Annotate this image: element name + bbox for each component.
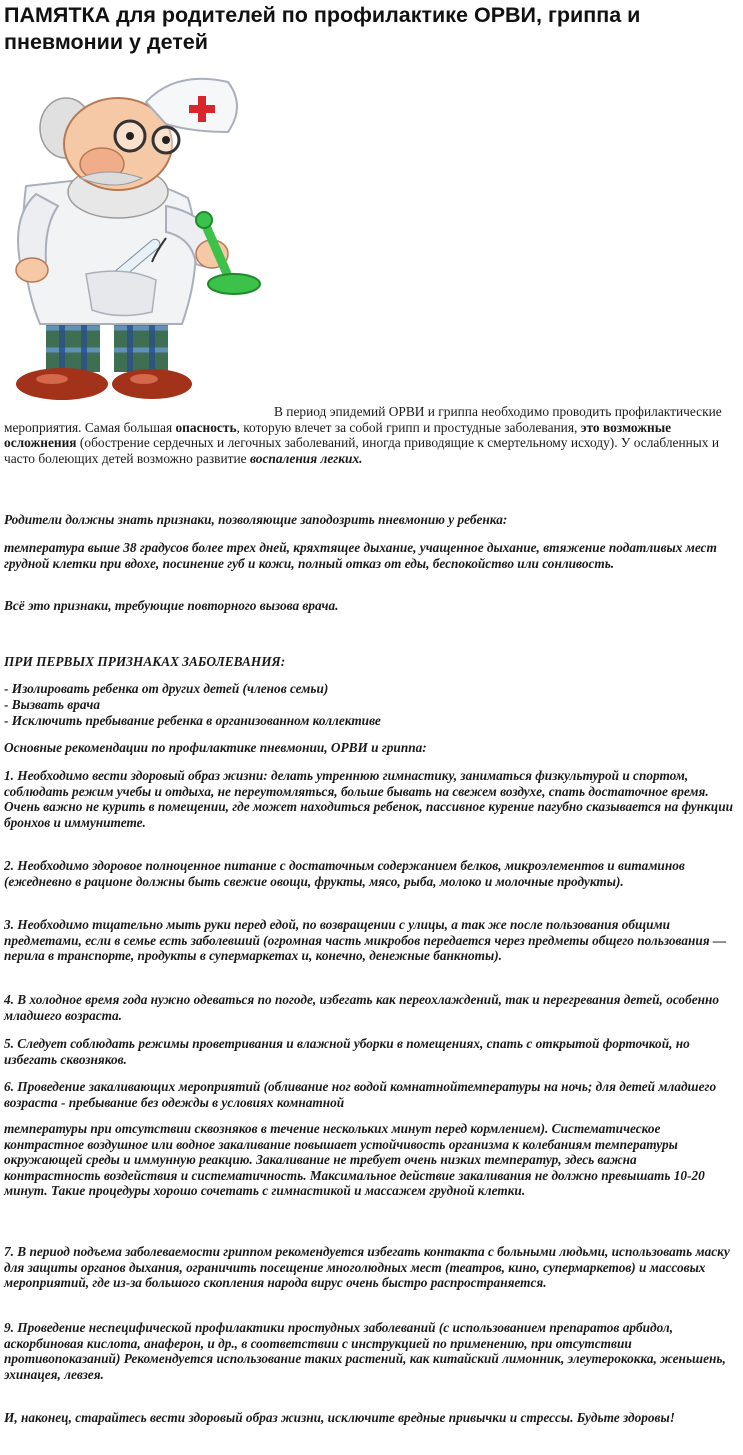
signs-heading: Родители должны знать признаки, позволяющие заподозрить пневмонию у ребенка: — [4, 512, 508, 527]
recommendation-3: 3. Необходимо тщательно мыть руки перед едой, по возвращении с улицы, а так же после пользования общими предметами, если в семье есть заболевший (огромная часть микробов передается через предметы общего пользования — перила в транспорте, продукты в супермаркетах и, конечно, денежные банкноты). — [4, 917, 727, 964]
signs-list: температура выше 38 градусов более трех дней, кряхтящее дыхание, учащенное дыхание, втяжение податливых мест грудной клетки при вдохе, посинение губ и кожи, полный отказ от еды, беспокойство или сонливость. — [4, 540, 717, 571]
recommendation-6-continued: температуры при отсутствии сквозняков в течение нескольких минут перед кормлением). Систематическое контрастное воздушное или водное закаливание повышает устойчивость организма к колебаниям температуры окружающей среды и иммунную реакцию. Закаливание не требует очень низких температур, здесь важна контрастность воздействия и систематичность. Максимальное действие закаливания не должно превышать 10-20 минут. Такие процедуры хорошо сочетать с гимнастикой и массажем грудной клетки. — [4, 1121, 705, 1199]
recommendation-1: 1. Необходимо вести здоровый образ жизни: делать утреннюю гимнастику, заниматься физкультурой и спортом, соблюдать режим учебы и отдыха, не переутомляться, больше бывать на свежем воздухе, спать достаточное время. Очень важно не курить в помещении, где может находиться ребенок, пассивное курение пагубно сказывается на функции бронхов и иммунитете. — [4, 768, 733, 830]
recommendation-4: 4. В холодное время года нужно одеваться по погоде, избегать как переохлаждений, так и перегревания детей, особенно младшего возраста. — [4, 992, 720, 1023]
recommendation-6: 6. Проведение закаливающих мероприятий (обливание ног водой комнатнойтемпературы на ночь; для детей младшего возраста - пребывание без одежды в условиях комнатной — [4, 1079, 717, 1110]
list-item: - Вызвать врача — [4, 697, 100, 712]
recommendations-heading: Основные рекомендации по профилактике пневмонии, ОРВИ и гриппа: — [4, 740, 427, 755]
recommendation-5: 5. Следует соблюдать режимы проветривания и влажной уборки в помещениях, спать с открытой форточкой, но избегать сквозняков. — [4, 1036, 690, 1067]
shoes — [16, 368, 192, 400]
intro-paragraph: В период эпидемий ОРВИ и гриппа необходимо проводить профилактические мероприятия. Самая большая опасность, которую влечет за собой грипп и простудные заболевания, это возможные осложнения (обострение сердечных и легочных заболеваний, иногда приводящие к смертельному исходу). У ослабленных и часто болеющих детей возможно развитие воспаления легких. — [4, 404, 722, 466]
list-item: - Исключить пребывание ребенка в организованном коллективе — [4, 713, 381, 728]
page-title: ПАМЯТКА для родителей по профилактике ОРВИ, гриппа и пневмонии у детей — [4, 3, 641, 54]
doctor-illustration — [6, 66, 274, 404]
closing-text: И, наконец, старайтесь вести здоровый образ жизни, исключите вредные привычки и стрессы. Будьте здоровы! — [4, 1410, 675, 1425]
recommendation-9: 9. Проведение неспецифической профилактики простудных заболеваний (с использованием препаратов арбидол, аскорбиновая кислота, анаферон, и др., в соответствии с инструкцией по применению, при отсутствии противопоказаний) Рекомендуется использование таких растений, как китайский лимонник, элеутерококка, женьшень, эхинацея, левзея. — [4, 1320, 726, 1382]
recommendation-2: 2. Необходимо здоровое полноценное питание с достаточным содержанием белков, микроэлементов и витаминов (ежедневно в рационе должны быть свежие овощи, фрукты, мясо, рыба, молоко и молочные продукты). — [4, 858, 685, 889]
list-item: - Изолировать ребенка от других детей (членов семьи) — [4, 681, 329, 696]
signs-note: Всё это признаки, требующие повторного вызова врача. — [4, 598, 339, 613]
recommendation-7: 7. В период подъема заболеваемости гриппом рекомендуется избегать контакта с больными людьми, использовать маску для защиты органов дыхания, ограничить посещение многолюдных мест (театров, кино, супермаркетов) и массовых мероприятий, где из-за большого скопления народа вирус очень быстро распространяется. — [4, 1244, 730, 1291]
first-signs-heading: ПРИ ПЕРВЫХ ПРИЗНАКАХ ЗАБОЛЕВАНИЯ: — [4, 654, 286, 669]
